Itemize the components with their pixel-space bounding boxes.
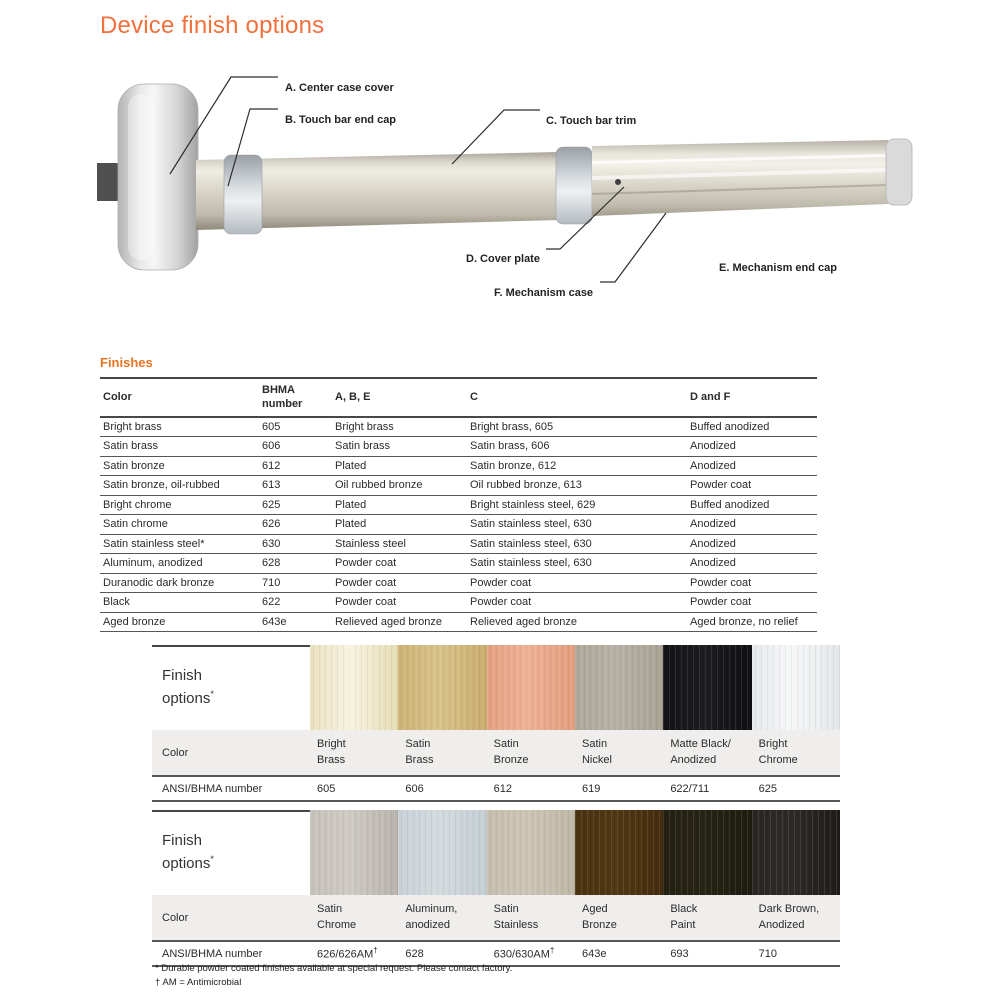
finishes-row — [100, 593, 817, 613]
cover-plate-collar — [556, 147, 592, 224]
finishes-cell: Anodized — [687, 437, 817, 457]
finishes-cell: Satin chrome — [100, 515, 259, 535]
case-highlight — [128, 94, 154, 260]
finishes-cell: Powder coat — [687, 593, 817, 613]
screw — [615, 179, 621, 185]
swatch-ansi-number: 622/711 — [670, 782, 710, 795]
leader-line-f — [600, 213, 666, 282]
finish-swatch — [663, 810, 751, 895]
color-name-row — [152, 895, 840, 940]
color-name-row — [152, 730, 840, 775]
finish-swatch — [663, 645, 751, 730]
finishes-cell: Satin stainless steel, 630 — [467, 515, 687, 535]
finishes-cell: Powder coat — [332, 554, 467, 574]
finishes-cell: Relieved aged bronze — [467, 612, 687, 632]
touch-bar-end-cap — [224, 155, 262, 234]
swatch-ansi-number: 710 — [758, 947, 777, 960]
finish-swatch — [575, 810, 663, 895]
diagram-label-c: C. Touch bar trim — [546, 115, 637, 127]
finishes-row — [100, 515, 817, 535]
diagram-label-e: E. Mechanism end cap — [719, 262, 837, 274]
finish-options-label: Finish options* — [152, 810, 310, 895]
ansi-row-label: ANSI/BHMA number — [162, 782, 263, 795]
swatch-ansi-number: 612 — [493, 782, 513, 795]
finishes-cell: Satin stainless steel* — [100, 534, 259, 554]
page-title: Device finish options — [100, 12, 325, 39]
finishes-cell: Plated — [332, 495, 467, 515]
finishes-cell: Oil rubbed bronze, 613 — [467, 476, 687, 496]
finishes-header-row — [100, 378, 817, 417]
footnotes — [155, 962, 512, 990]
finishes-cell: Bright chrome — [100, 495, 259, 515]
footnote-antimicrobial: † AM = Antimicrobial — [155, 976, 242, 988]
finish-swatch — [575, 645, 663, 730]
finishes-cell: Bright brass — [100, 417, 259, 437]
finish-swatch — [487, 645, 575, 730]
finish-swatch — [752, 645, 840, 730]
swatch-color-name: Satin Nickel — [581, 738, 612, 766]
ansi-number-row — [152, 775, 840, 802]
finishes-cell: 630 — [259, 534, 332, 554]
finishes-cell: 626 — [259, 515, 332, 535]
finish-swatch — [398, 645, 486, 730]
swatch-row — [152, 645, 840, 730]
finishes-cell: Aged bronze, no relief — [687, 612, 817, 632]
mechanism-end-cap — [886, 139, 912, 205]
swatch-ansi-number: 619 — [581, 782, 601, 795]
device-diagram — [0, 60, 1000, 340]
finish-swatch — [310, 645, 398, 730]
color-row-label: Color — [162, 746, 189, 759]
finishes-cell: Powder coat — [467, 593, 687, 613]
finishes-cell: Bright stainless steel, 629 — [467, 495, 687, 515]
finish-options-table-1 — [152, 645, 840, 802]
finishes-column-header: Color — [100, 378, 259, 417]
finishes-cell: Bright brass, 605 — [467, 417, 687, 437]
finishes-row — [100, 554, 817, 574]
finishes-cell: 643e — [259, 612, 332, 632]
finishes-cell: Stainless steel — [332, 534, 467, 554]
finishes-cell: 628 — [259, 554, 332, 574]
finishes-cell: Aluminum, anodized — [100, 554, 259, 574]
swatch-ansi-number: 643e — [581, 947, 607, 960]
finishes-cell: Bright brass — [332, 417, 467, 437]
finishes-cell: Satin bronze — [100, 456, 259, 476]
finishes-cell: 710 — [259, 573, 332, 593]
finish-options-table-2 — [152, 810, 840, 967]
swatch-ansi-number: 630/630AM† — [493, 946, 555, 961]
finishes-cell: Plated — [332, 515, 467, 535]
finish-options-label: Finish options* — [152, 645, 310, 730]
diagram-label-d: D. Cover plate — [466, 253, 540, 265]
finishes-cell: Anodized — [687, 515, 817, 535]
swatch-color-name: Black Paint — [670, 903, 698, 931]
ansi-row-label: ANSI/BHMA number — [162, 947, 263, 960]
finish-swatch — [310, 810, 398, 895]
finishes-row — [100, 437, 817, 457]
finishes-heading: Finishes — [100, 355, 153, 370]
finishes-cell: Powder coat — [687, 573, 817, 593]
swatch-color-name: Bright Chrome — [758, 738, 798, 766]
color-row-label: Color — [162, 911, 189, 924]
swatch-ansi-number: 605 — [317, 782, 336, 795]
finishes-cell: Buffed anodized — [687, 495, 817, 515]
finishes-cell: Satin stainless steel, 630 — [467, 554, 687, 574]
finishes-cell: Anodized — [687, 554, 817, 574]
finishes-column-header: C — [467, 378, 687, 417]
diagram-label-b: B. Touch bar end cap — [285, 114, 397, 126]
finishes-cell: 606 — [259, 437, 332, 457]
swatch-ansi-number: 625 — [758, 782, 777, 795]
finishes-cell: Powder coat — [687, 476, 817, 496]
finishes-cell: Oil rubbed bronze — [332, 476, 467, 496]
finishes-row — [100, 456, 817, 476]
diagram-label-a: A. Center case cover — [285, 82, 394, 94]
footnote-special-request: * Durable powder coated finishes available at special request. Please contact factory. — [155, 963, 513, 974]
finishes-cell: Satin stainless steel, 630 — [467, 534, 687, 554]
finishes-cell: Plated — [332, 456, 467, 476]
swatch-ansi-number: 628 — [405, 947, 424, 960]
finishes-table — [100, 377, 817, 632]
finishes-row — [100, 612, 817, 632]
finishes-cell: Powder coat — [332, 593, 467, 613]
finishes-column-header: A, B, E — [332, 378, 467, 417]
finishes-cell: Buffed anodized — [687, 417, 817, 437]
finish-swatch — [487, 810, 575, 895]
swatch-color-name: Bright Brass — [317, 738, 346, 766]
finishes-cell: Satin brass, 606 — [467, 437, 687, 457]
finishes-cell: 622 — [259, 593, 332, 613]
finishes-row — [100, 476, 817, 496]
finishes-cell: Satin bronze, oil-rubbed — [100, 476, 259, 496]
finishes-row — [100, 495, 817, 515]
finishes-cell: Satin brass — [100, 437, 259, 457]
finishes-cell: Anodized — [687, 534, 817, 554]
swatch-color-name: Matte Black/ Anodized — [670, 738, 731, 766]
finishes-cell: 625 — [259, 495, 332, 515]
finishes-row — [100, 573, 817, 593]
swatch-ansi-number: 693 — [670, 947, 689, 960]
finish-swatch — [752, 810, 840, 895]
finishes-cell: Black — [100, 593, 259, 613]
finishes-cell: 613 — [259, 476, 332, 496]
swatch-color-name: Aluminum, anodized — [405, 903, 458, 931]
finishes-row — [100, 534, 817, 554]
diagram-label-f: F. Mechanism case — [494, 287, 594, 299]
finishes-cell: Relieved aged bronze — [332, 612, 467, 632]
swatch-ansi-number: 626/626AM† — [317, 946, 378, 961]
finishes-cell: Powder coat — [332, 573, 467, 593]
swatch-row — [152, 810, 840, 895]
swatch-color-name: Satin Brass — [405, 738, 434, 766]
finishes-cell: 605 — [259, 417, 332, 437]
finishes-cell: 612 — [259, 456, 332, 476]
swatch-color-name: Satin Stainless — [493, 903, 539, 931]
finishes-cell: Satin brass — [332, 437, 467, 457]
finishes-cell: Aged bronze — [100, 612, 259, 632]
swatch-color-name: Dark Brown, Anodized — [758, 903, 820, 931]
finishes-cell: Duranodic dark bronze — [100, 573, 259, 593]
swatch-ansi-number: 606 — [405, 782, 424, 795]
finishes-cell: Satin bronze, 612 — [467, 456, 687, 476]
finishes-row — [100, 417, 817, 437]
finishes-column-header: D and F — [687, 378, 817, 417]
swatch-color-name: Satin Bronze — [493, 738, 529, 766]
finish-swatch — [398, 810, 486, 895]
finishes-cell: Anodized — [687, 456, 817, 476]
finishes-column-header: BHMA number — [259, 378, 332, 417]
swatch-color-name: Aged Bronze — [581, 903, 617, 931]
finishes-cell: Powder coat — [467, 573, 687, 593]
swatch-color-name: Satin Chrome — [317, 903, 357, 931]
